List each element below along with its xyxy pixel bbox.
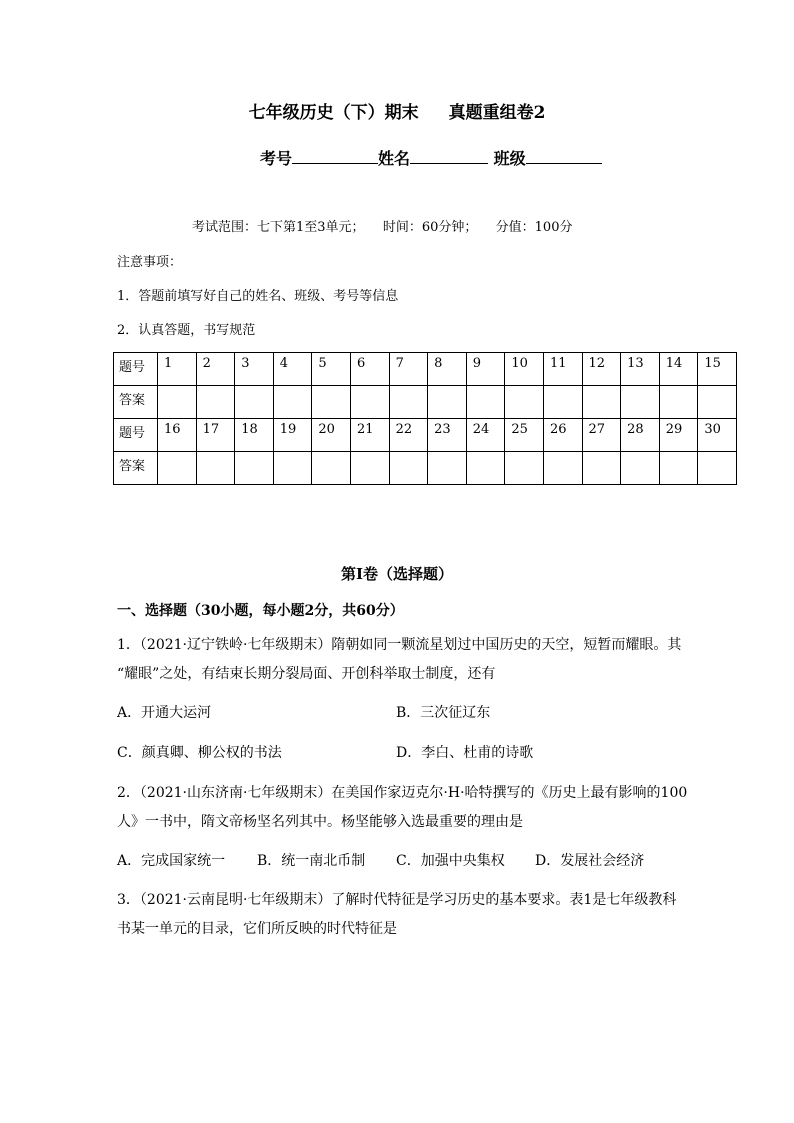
title-part2: 真题重组卷2 <box>448 103 546 123</box>
answer-cell[interactable] <box>428 452 467 485</box>
answer-cell[interactable] <box>350 452 389 485</box>
answer-cell[interactable] <box>196 386 235 419</box>
question-text: 1．（2021·辽宁铁岭·七年级期末）隋朝如同一颗流星划过中国历史的天空，短暂而耀眼。其 <box>117 637 682 653</box>
option-a[interactable]: A．开通大运河 <box>117 705 212 721</box>
question-number-cell: 15 <box>698 353 737 386</box>
answer-cell[interactable] <box>698 386 737 419</box>
answer-cell[interactable] <box>659 386 698 419</box>
answer-cell[interactable] <box>389 452 428 485</box>
answer-cell[interactable] <box>196 452 235 485</box>
question-text: 3．（2021·云南昆明·七年级期末）了解时代特征是学习历史的基本要求。表1是七年级教科 <box>117 892 677 908</box>
question-number-cell: 30 <box>698 419 737 452</box>
question-number-cell: 26 <box>543 419 582 452</box>
question-text: “耀眼”之处，有结束长期分裂局面、开创科举取士制度，还有 <box>117 666 496 682</box>
question-number-cell: 29 <box>659 419 698 452</box>
option-c[interactable]: C．加强中央集权 <box>396 853 505 869</box>
section-subtitle: 一、选择题（30小题，每小题2分，共60分） <box>117 603 404 619</box>
exam-info <box>192 216 572 235</box>
question-number-cell: 27 <box>582 419 621 452</box>
option-d[interactable]: D．发展社会经济 <box>535 853 645 869</box>
option-a[interactable]: A．完成国家统一 <box>117 853 226 869</box>
question-number-cell: 9 <box>466 353 505 386</box>
answer-cell[interactable] <box>505 386 544 419</box>
question-number-cell: 2 <box>196 353 235 386</box>
answer-row <box>114 452 737 485</box>
option-b[interactable]: B．三次征辽东 <box>396 705 491 721</box>
option-b[interactable]: B．统一南北币制 <box>257 853 366 869</box>
option-d[interactable]: D．李白、杜甫的诗歌 <box>396 745 534 761</box>
answer-cell[interactable] <box>621 386 660 419</box>
question-number-row <box>114 419 737 452</box>
question-number-cell: 13 <box>621 353 660 386</box>
student-info-line <box>260 146 602 169</box>
exam-time: 时间：60分钟； <box>382 220 478 235</box>
section-title: 第I卷（选择题） <box>340 565 454 583</box>
question-number-cell: 10 <box>505 353 544 386</box>
answer-cell[interactable] <box>428 386 467 419</box>
row-label: 答案 <box>114 386 158 419</box>
question-number-cell: 8 <box>428 353 467 386</box>
answer-cell[interactable] <box>158 386 197 419</box>
title-part1: 七年级历史（下）期末 <box>248 103 419 123</box>
answer-cell[interactable] <box>698 452 737 485</box>
answer-cell[interactable] <box>505 452 544 485</box>
question-number-cell: 4 <box>273 353 312 386</box>
option-c[interactable]: C．颜真卿、柳公权的书法 <box>117 745 282 761</box>
question-number-cell: 17 <box>196 419 235 452</box>
question-number-cell: 22 <box>389 419 428 452</box>
page-title <box>0 98 794 123</box>
answer-cell[interactable] <box>659 452 698 485</box>
question-number-cell: 21 <box>350 419 389 452</box>
question-number-cell: 11 <box>543 353 582 386</box>
question-number-cell: 1 <box>158 353 197 386</box>
answer-cell[interactable] <box>466 386 505 419</box>
question-text: 人》一书中，隋文帝杨坚名列其中。杨坚能够入选最重要的理由是 <box>117 814 523 830</box>
answer-table <box>113 352 737 485</box>
answer-cell[interactable] <box>582 386 621 419</box>
exam-scope: 考试范围：七下第1至3单元； <box>192 220 365 235</box>
answer-cell[interactable] <box>273 386 312 419</box>
answer-cell[interactable] <box>235 386 274 419</box>
exam-no-blank[interactable] <box>292 148 378 164</box>
class-label: 班级 <box>493 149 526 168</box>
answer-cell[interactable] <box>158 452 197 485</box>
question-number-cell: 25 <box>505 419 544 452</box>
exam-score: 分值：100分 <box>495 220 573 235</box>
answer-cell[interactable] <box>543 386 582 419</box>
answer-row <box>114 386 737 419</box>
exam-no-label: 考号 <box>260 149 293 168</box>
question-number-cell: 23 <box>428 419 467 452</box>
question-number-cell: 16 <box>158 419 197 452</box>
question-text: 2．（2021·山东济南·七年级期末）在美国作家迈克尔·H·哈特撰写的《历史上最有影响的100 <box>117 785 688 801</box>
question-number-cell: 14 <box>659 353 698 386</box>
answer-cell[interactable] <box>582 452 621 485</box>
question-number-cell: 3 <box>235 353 274 386</box>
notes-heading: 注意事项： <box>117 255 183 270</box>
question-number-cell: 5 <box>312 353 351 386</box>
question-number-cell: 19 <box>273 419 312 452</box>
question-text: 书某一单元的目录，它们所反映的时代特征是 <box>117 921 397 937</box>
answer-cell[interactable] <box>312 452 351 485</box>
answer-cell[interactable] <box>312 386 351 419</box>
question-number-cell: 12 <box>582 353 621 386</box>
question-number-cell: 20 <box>312 419 351 452</box>
question-number-row <box>114 353 737 386</box>
answer-cell[interactable] <box>389 386 428 419</box>
name-blank[interactable] <box>410 148 488 164</box>
row-label: 题号 <box>114 353 158 386</box>
row-label: 答案 <box>114 452 158 485</box>
answer-cell[interactable] <box>543 452 582 485</box>
answer-cell[interactable] <box>466 452 505 485</box>
question-number-cell: 28 <box>621 419 660 452</box>
question-number-cell: 6 <box>350 353 389 386</box>
answer-cell[interactable] <box>235 452 274 485</box>
answer-cell[interactable] <box>273 452 312 485</box>
question-number-cell: 7 <box>389 353 428 386</box>
name-label: 姓名 <box>378 149 411 168</box>
answer-cell[interactable] <box>350 386 389 419</box>
class-blank[interactable] <box>526 148 602 164</box>
answer-cell[interactable] <box>621 452 660 485</box>
row-label: 题号 <box>114 419 158 452</box>
note-item: 2．认真答题，书写规范 <box>117 323 256 338</box>
question-number-cell: 18 <box>235 419 274 452</box>
note-item: 1．答题前填写好自己的姓名、班级、考号等信息 <box>117 289 399 304</box>
question-number-cell: 24 <box>466 419 505 452</box>
